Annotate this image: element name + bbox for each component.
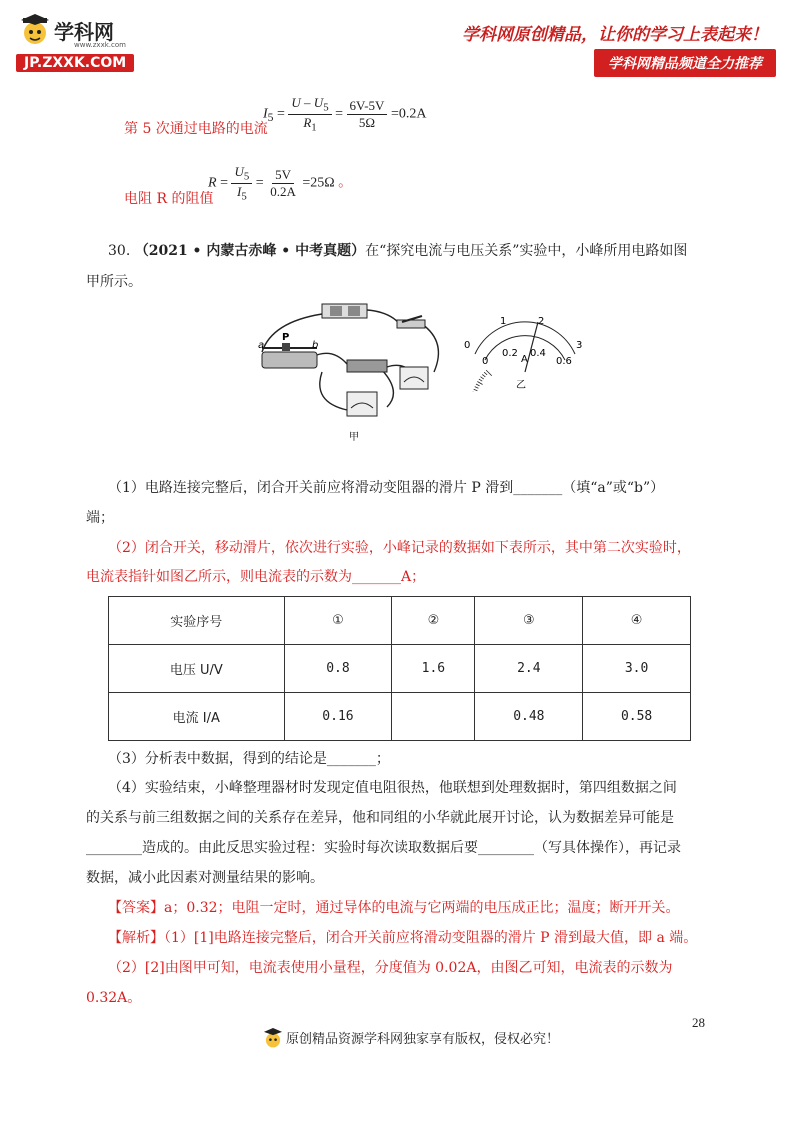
- table-cell: ①: [284, 597, 392, 645]
- logo-url: www.zxxk.com: [74, 41, 126, 49]
- table-cell: 0.48: [475, 693, 583, 741]
- dial-tick: [474, 389, 478, 390]
- dial-tick: [476, 384, 480, 386]
- part4-line3: ________造成的。由此反思实验过程：实验时每次读取数据后要________（写具体操作），再记录: [86, 840, 681, 856]
- part4-line2: 的关系与前三组数据之间的关系存在差异，他和同组的小华就此展开讨论，认为数据差异可能是: [86, 810, 674, 826]
- analysis: [108, 928, 697, 948]
- dial-inner-1: 0.2: [502, 348, 518, 359]
- table-cell: 2.4: [475, 645, 583, 693]
- dial-outer-0: 0: [464, 340, 471, 351]
- dial-outer-3: 3: [576, 340, 583, 351]
- part2-line2: 电流表指针如图乙所示，则电流表的示数为_______A；: [86, 569, 426, 585]
- ammeter-dial-yi: [460, 312, 590, 392]
- analysis-line2: （2）[2]由图甲可知，电流表使用小量程，分度值为 0.02A，由图乙可知，电流表的示数为: [108, 960, 673, 976]
- table-row: [109, 645, 691, 693]
- solution-line2-formula: R = $\frac{U_5}{I_5}$ = $\frac{5V}{0.2A}$ =25Ω 。: [208, 164, 353, 203]
- circuit-figure-jia: [252, 292, 452, 442]
- table-cell: ③: [475, 597, 583, 645]
- header-slogan: 学科网原创精品，让你的学习上表起来！: [462, 25, 768, 45]
- logo-title: 学科网: [54, 20, 114, 44]
- dial-tick: [477, 382, 482, 385]
- header-banner: 学科网精品频道全力推荐: [594, 49, 776, 77]
- table-cell: [392, 693, 475, 741]
- table-cell: ②: [392, 597, 475, 645]
- table-cell: 0.16: [284, 693, 392, 741]
- page-number: 28: [692, 1015, 705, 1030]
- label-a: a: [258, 340, 265, 351]
- label-p: P: [282, 332, 290, 343]
- table-row: [109, 597, 691, 645]
- answer-label: 【答案】: [108, 900, 164, 916]
- table-cell: 电压 U/V: [109, 645, 285, 693]
- part1-line2: 端；: [86, 510, 114, 526]
- table-cell: 3.0: [583, 645, 691, 693]
- dial-tick: [484, 372, 487, 375]
- analysis-line3: 0.32A。: [86, 990, 142, 1006]
- footer-mascot-icon: [262, 1028, 284, 1050]
- dial-unit: A: [521, 354, 528, 365]
- analysis-line1: （1）[1]电路连接完整后，闭合开关前应将滑动变阻器的滑片 P 滑到最大值，即 a 端。: [164, 930, 698, 946]
- part4-line1: （4）实验结束，小峰整理器材时发现定值电阻很热，他联想到处理数据时，第四组数据之间: [108, 780, 677, 796]
- dial-tick: [479, 379, 482, 381]
- dial-outer-2: 2: [538, 316, 545, 327]
- dial-outer-1: 1: [500, 316, 507, 327]
- table-cell: 电流 I/A: [109, 693, 285, 741]
- table-cell: 0.8: [284, 645, 392, 693]
- dial-inner-2: 0.4: [530, 348, 546, 359]
- analysis-label: 【解析】: [108, 930, 164, 946]
- question-number: 30.: [108, 243, 131, 259]
- answer-text: a；0.32；电阻一定时，通过导体的电流与它两端的电压成正比；温度；断开开关。: [164, 900, 680, 916]
- data-table: [108, 596, 691, 741]
- table-cell: 0.58: [583, 693, 691, 741]
- dial-inner-0: 0: [482, 356, 489, 367]
- solution-line1-label: 第 5 次通过电路的电流: [124, 121, 268, 137]
- footer-copyright: 原创精品资源学科网独家享有版权，侵权必究！: [286, 1032, 560, 1047]
- solution-line1-formula: $I_5$ = $\frac{U - U_5}{R_1}$ = $\frac{6V-5V}{5\Omega}$ =0.2A: [263, 95, 427, 134]
- label-b: b: [312, 340, 319, 351]
- question-stem: [108, 241, 708, 261]
- part2-line1: （2）闭合开关，移动滑片，依次进行实验，小峰记录的数据如下表所示，其中第二次实验时，: [108, 540, 691, 556]
- table-cell: 1.6: [392, 645, 475, 693]
- mascot-icon: [18, 14, 52, 48]
- label-jia: 甲: [349, 432, 359, 442]
- table-cell: ④: [583, 597, 691, 645]
- logo: [16, 14, 166, 74]
- answer: [108, 898, 680, 918]
- dial-tick: [481, 377, 484, 379]
- part1-line1: （1）电路连接完整后，闭合开关前应将滑动变阻器的滑片 P 滑到_______（填“a”或“b”）: [108, 480, 665, 496]
- part3: （3）分析表中数据，得到的结论是_______；: [108, 751, 390, 767]
- table-row: [109, 693, 691, 741]
- label-yi: 乙: [516, 380, 526, 391]
- logo-domain: JP.ZXXK.COM: [16, 54, 134, 72]
- question-text2: 甲所示。: [86, 274, 142, 290]
- dial-inner-3: 0.6: [556, 356, 572, 367]
- dial-tick: [475, 387, 479, 389]
- question-source: （2021 • 内蒙古赤峰 • 中考真题）: [134, 243, 366, 259]
- part4-line4: 数据，减小此因素对测量结果的影响。: [86, 870, 324, 886]
- solution-line2-label: 电阻 R 的阻值: [124, 191, 214, 207]
- table-cell: 实验序号: [109, 597, 285, 645]
- dial-tick: [482, 374, 485, 377]
- question-text1: 在“探究电流与电压关系”实验中，小峰所用电路如图: [365, 243, 688, 259]
